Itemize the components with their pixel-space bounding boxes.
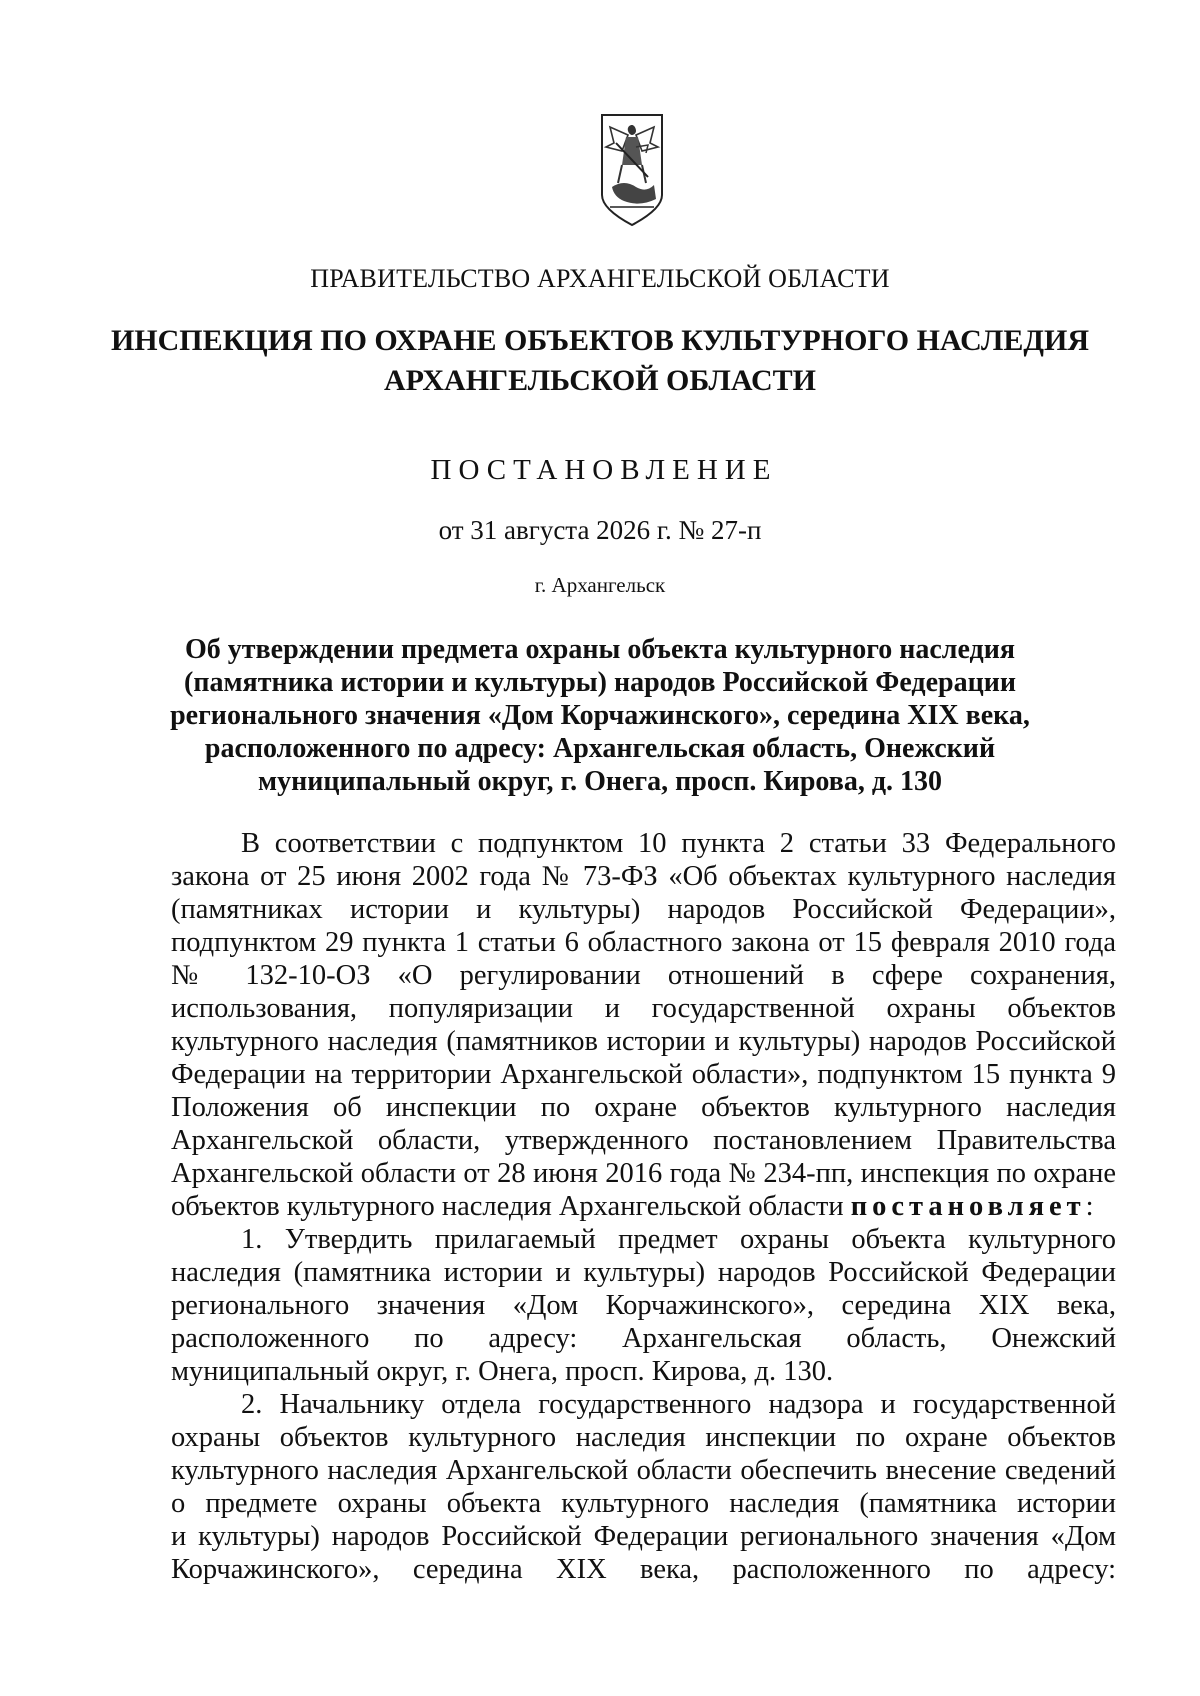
- body-line-text: объектов культурного наследия Архангельской области: [171, 1191, 851, 1222]
- title-line: регионального значения «Дом Корчажинского», середина XIX века,: [170, 700, 1030, 731]
- body-line: Архангельской области от 28 июня 2016 года № 234-пп, инспекция по охране: [171, 1158, 1116, 1189]
- item-1-line: регионального значения «Дом Корчажинского», середина XIX века,: [171, 1290, 1116, 1321]
- document-date-number: от 31 августа 2026 г. № 27-п: [438, 515, 762, 545]
- title-line: Об утверждении предмета охраны объекта культурного наследия: [185, 634, 1015, 665]
- body-line-resolves: [171, 1190, 1116, 1223]
- item-2-line: о предмете охраны объекта культурного наследия (памятника истории: [171, 1488, 1116, 1519]
- document-title: [0, 633, 1200, 798]
- resolves-colon: :: [1085, 1191, 1094, 1222]
- document-type: ПОСТАНОВЛЕНИЕ: [430, 454, 778, 486]
- body-line: (памятниках истории и культуры) народов Российской Федерации»,: [171, 894, 1116, 925]
- item-2-line: 2. Начальнику отдела государственного надзора и государственной: [241, 1389, 1116, 1420]
- title-line: (памятника истории и культуры) народов Российской Федерации: [184, 667, 1016, 698]
- body-line: закона от 25 июня 2002 года № 73-ФЗ «Об объектах культурного наследия: [171, 861, 1116, 892]
- inspection-name: [0, 321, 1200, 401]
- coat-of-arms-icon: [600, 113, 664, 227]
- document-body: [171, 827, 1116, 1586]
- item-2-line: Корчажинского», середина XIX века, расположенного по адресу:: [171, 1554, 1116, 1585]
- body-line: культурного наследия (памятников истории и культуры) народов Российской: [171, 1026, 1116, 1057]
- document-city: г. Архангельск: [534, 573, 666, 597]
- body-line: использования, популяризации и государственной охраны объектов: [171, 993, 1116, 1024]
- inspection-name-line: АРХАНГЕЛЬСКОЙ ОБЛАСТИ: [384, 364, 816, 397]
- item-1-line: муниципальный округ, г. Онега, просп. Кирова, д. 130.: [171, 1356, 834, 1387]
- title-line: муниципальный округ, г. Онега, просп. Кирова, д. 130: [258, 766, 942, 797]
- item-1-line: наследия (памятника истории и культуры) народов Российской Федерации: [171, 1257, 1116, 1288]
- item-2-line: охраны объектов культурного наследия инспекции по охране объектов: [171, 1422, 1116, 1453]
- body-line: Федерации на территории Архангельской области», подпунктом 15 пункта 9: [171, 1059, 1116, 1090]
- body-line: В соответствии с подпунктом 10 пункта 2 статьи 33 Федерального: [241, 828, 1116, 859]
- item-2-line: и культуры) народов Российской Федерации регионального значения «Дом: [171, 1521, 1116, 1552]
- item-1-line: расположенного по адресу: Архангельская область, Онежский: [171, 1323, 1116, 1354]
- item-2-line: культурного наследия Архангельской области обеспечить внесение сведений: [171, 1455, 1116, 1486]
- body-line: Архангельской области, утвержденного постановлением Правительства: [171, 1125, 1116, 1156]
- inspection-name-line: ИНСПЕКЦИЯ ПО ОХРАНЕ ОБЪЕКТОВ КУЛЬТУРНОГО НАСЛЕДИЯ: [110, 324, 1090, 357]
- body-line: подпунктом 29 пункта 1 статьи 6 областного закона от 15 февраля 2010 года: [171, 927, 1116, 958]
- resolves-word: постановляет: [850, 1191, 1086, 1222]
- body-line: Положения об инспекции по охране объектов культурного наследия: [171, 1092, 1116, 1123]
- government-name: ПРАВИТЕЛЬСТВО АРХАНГЕЛЬСКОЙ ОБЛАСТИ: [310, 264, 890, 293]
- item-1-line: 1. Утвердить прилагаемый предмет охраны объекта культурного: [241, 1224, 1116, 1255]
- body-line: № 132-10-ОЗ «О регулировании отношений в сфере сохранения,: [171, 960, 1116, 991]
- title-line: расположенного по адресу: Архангельская область, Онежский: [204, 733, 996, 764]
